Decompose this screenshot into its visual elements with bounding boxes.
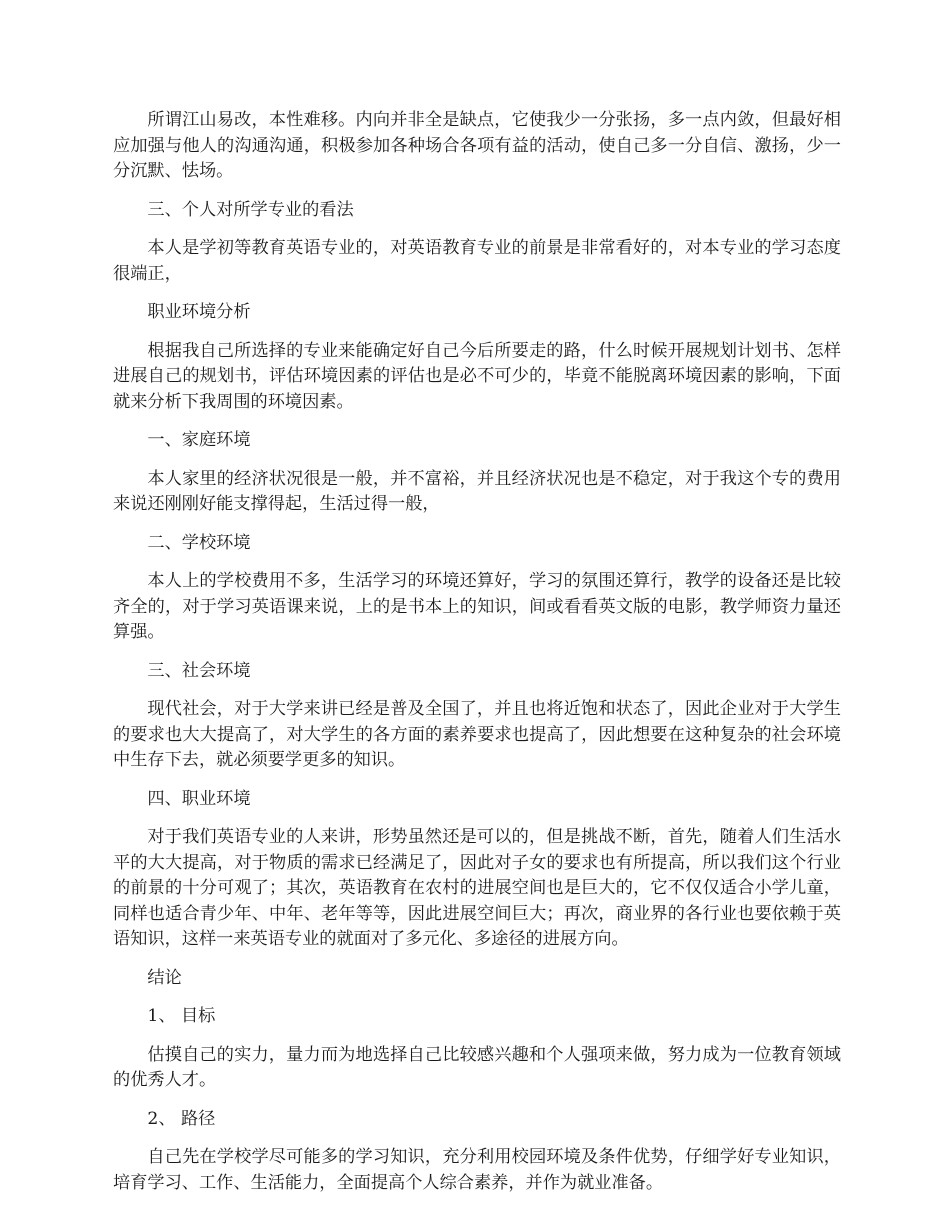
paragraph-occupation-environment: 对于我们英语专业的人来讲，形势虽然还是可以的，但是挑战不断，首先，随着人们生活水平的大大提高，对于物质的需求已经满足了，因此对子女的要求也有所提高，所以我们这个行业的前景的十分可观了；其次，英语教育在农村的进展空间也是巨大的，它不仅仅适合小学儿童，同样也适合青少年、中年、老年等等，因此进展空间巨大；再次，商业界的各行业也要依赖于英语知识，这样一来英语专业的就面对了多元化、多途径的进展方向。 bbox=[113, 827, 841, 949]
heading-path: 2、 路径 bbox=[147, 1108, 216, 1129]
document-page bbox=[113, 108, 841, 1209]
paragraph-family-environment: 本人家里的经济状况很是一般，并不富裕，并且经济状况也是不稳定，对于我这个专的费用来说还刚刚好能支撑得起，生活过得一般， bbox=[113, 468, 841, 514]
heading-family-environment: 一、家庭环境 bbox=[147, 430, 251, 450]
heading-conclusion: 结论 bbox=[147, 967, 182, 988]
paragraph-goal: 估摸自己的实力，量力而为地选择自己比较感兴趣和个人强项来做，努力成为一位教育领域的优秀人才。 bbox=[113, 1044, 841, 1090]
paragraph-major-view: 本人是学初等教育英语专业的，对英语教育专业的前景是非常看好的，对本专业的学习态度很端正， bbox=[113, 238, 841, 284]
paragraph-path: 自己先在学校学尽可能多的学习知识，充分利用校园环境及条件优势，仔细学好专业知识，培育学习、工作、生活能力，全面提高个人综合素养，并作为就业准备。 bbox=[113, 1147, 841, 1193]
paragraph-social-environment: 现代社会，对于大学来讲已经是普及全国了，并且也将近饱和状态了，因此企业对于大学生的要求也大大提高了，对大学生的各方面的素养要求也提高了，因此想要在这种复杂的社会环境中生存下去，就必须要学更多的知识。 bbox=[113, 699, 841, 770]
heading-occupation-environment: 四、职业环境 bbox=[147, 788, 251, 809]
paragraph-career-environment: 根据我自己所选择的专业来能确定好自己今后所要走的路，什么时候开展规划计划书、怎样进展自己的规划书，评估环境因素的评估也是必不可少的，毕竟不能脱离环境因素的影响，下面就来分析下我周围的环境因素。 bbox=[113, 340, 841, 412]
heading-career-environment: 职业环境分析 bbox=[147, 302, 251, 322]
heading-social-environment: 三、社会环境 bbox=[147, 660, 251, 681]
heading-goal: 1、 目标 bbox=[147, 1006, 216, 1026]
paragraph-school-environment: 本人上的学校费用不多，生活学习的环境还算好，学习的氛围还算行，教学的设备还是比较齐全的，对于学习英语课来说，上的是书本上的知识，间或看看英文版的电影，教学师资力量还算强。 bbox=[113, 571, 841, 642]
heading-major-view: 三、个人对所学专业的看法 bbox=[147, 199, 354, 220]
heading-school-environment: 二、学校环境 bbox=[147, 532, 251, 553]
paragraph-introversion: 所谓江山易改，本性难移。内向并非全是缺点，它使我少一分张扬，多一点内敛，但最好相应加强与他人的沟通沟通，积极参加各种场合各项有益的活动，使自己多一分自信、激扬，少一分沉默、怯场。 bbox=[113, 110, 841, 181]
